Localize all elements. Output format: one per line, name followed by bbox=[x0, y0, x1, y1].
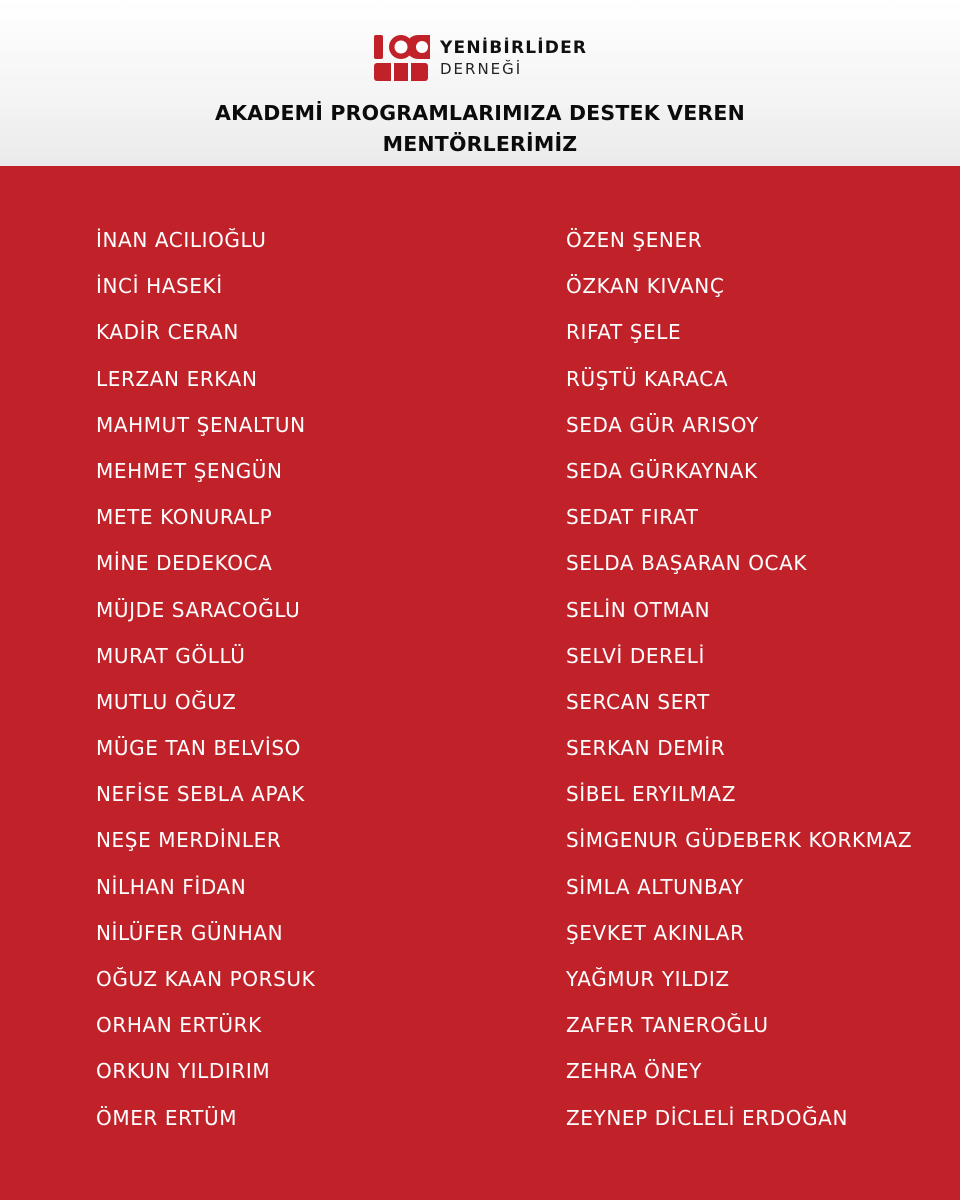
mentor-name: ÖZKAN KIVANÇ bbox=[566, 274, 725, 299]
mentor-name: ZEYNEP DİCLELİ ERDOĞAN bbox=[566, 1105, 849, 1130]
mentor-list-right bbox=[566, 223, 912, 1147]
mentor-name: MUTLU OĞUZ bbox=[96, 689, 237, 714]
mentor-name: SİMLA ALTUNBAY bbox=[566, 874, 744, 899]
mentor-name: SERKAN DEMİR bbox=[566, 736, 726, 761]
mentor-name: SİMGENUR GÜDEBERK KORKMAZ bbox=[566, 828, 913, 853]
mentor-name: NİLÜFER GÜNHAN bbox=[96, 920, 284, 945]
page-title bbox=[0, 98, 960, 160]
page-title-line2: MENTÖRLERİMİZ bbox=[382, 132, 578, 156]
mentor-name: MAHMUT ŞENALTUN bbox=[96, 412, 306, 437]
mentor-name: SEDA GÜRKAYNAK bbox=[566, 458, 758, 483]
mentor-name: NEFİSE SEBLA APAK bbox=[96, 782, 305, 807]
brand-name: YENİBİRLİDER bbox=[440, 37, 588, 58]
mentor-name: MEHMET ŞENGÜN bbox=[96, 458, 283, 483]
mentor-name: SELİN OTMAN bbox=[566, 597, 711, 622]
mentor-name: NEŞE MERDİNLER bbox=[96, 828, 282, 853]
mentor-name: KADİR CERAN bbox=[96, 320, 239, 345]
mentor-name: SELDA BAŞARAN OCAK bbox=[566, 551, 808, 576]
mentor-name: ORKUN YILDIRIM bbox=[96, 1059, 271, 1084]
mentor-name: İNAN ACILIOĞLU bbox=[96, 228, 267, 252]
mentor-name: MÜGE TAN BELVİSO bbox=[96, 736, 301, 761]
mentor-name: SERCAN SERT bbox=[566, 689, 710, 714]
mentor-name: ZAFER TANEROĞLU bbox=[566, 1013, 769, 1038]
mentor-name: SEDAT FIRAT bbox=[566, 505, 699, 530]
mentor-name: YAĞMUR YILDIZ bbox=[566, 967, 730, 991]
brand-subtitle: DERNEĞİ bbox=[440, 59, 523, 78]
mentor-name: ZEHRA ÖNEY bbox=[566, 1059, 703, 1084]
mentor-name: ORHAN ERTÜRK bbox=[96, 1013, 262, 1038]
mentor-name: MURAT GÖLLÜ bbox=[96, 643, 246, 668]
mentor-name: ŞEVKET AKINLAR bbox=[566, 920, 745, 945]
mentor-name: MİNE DEDEKOCA bbox=[96, 551, 273, 576]
mentor-name: RÜŞTÜ KARACA bbox=[566, 366, 729, 391]
mentor-name: METE KONURALP bbox=[96, 505, 273, 530]
page-title-line1: AKADEMİ PROGRAMLARIMIZA DESTEK VEREN bbox=[215, 101, 745, 125]
mentor-list-left bbox=[96, 223, 315, 1147]
header bbox=[0, 0, 960, 166]
yenibirlider-logo-icon bbox=[372, 33, 430, 83]
mentor-name: İNCİ HASEKİ bbox=[96, 274, 223, 299]
logo bbox=[372, 33, 587, 83]
mentor-name: OĞUZ KAAN PORSUK bbox=[96, 967, 316, 991]
mentor-name: LERZAN ERKAN bbox=[96, 366, 258, 391]
brand-text bbox=[440, 37, 588, 78]
mentor-name: RIFAT ŞELE bbox=[566, 320, 682, 345]
mentor-name: NİLHAN FİDAN bbox=[96, 874, 247, 899]
mentor-name: ÖMER ERTÜM bbox=[96, 1105, 238, 1130]
mentor-name: ÖZEN ŞENER bbox=[566, 228, 703, 252]
mentor-name: MÜJDE SARACOĞLU bbox=[96, 597, 301, 622]
mentor-name: SİBEL ERYILMAZ bbox=[566, 782, 737, 807]
mentor-name: SELVİ DERELİ bbox=[566, 643, 706, 668]
mentor-name: SEDA GÜR ARISOY bbox=[566, 412, 759, 437]
